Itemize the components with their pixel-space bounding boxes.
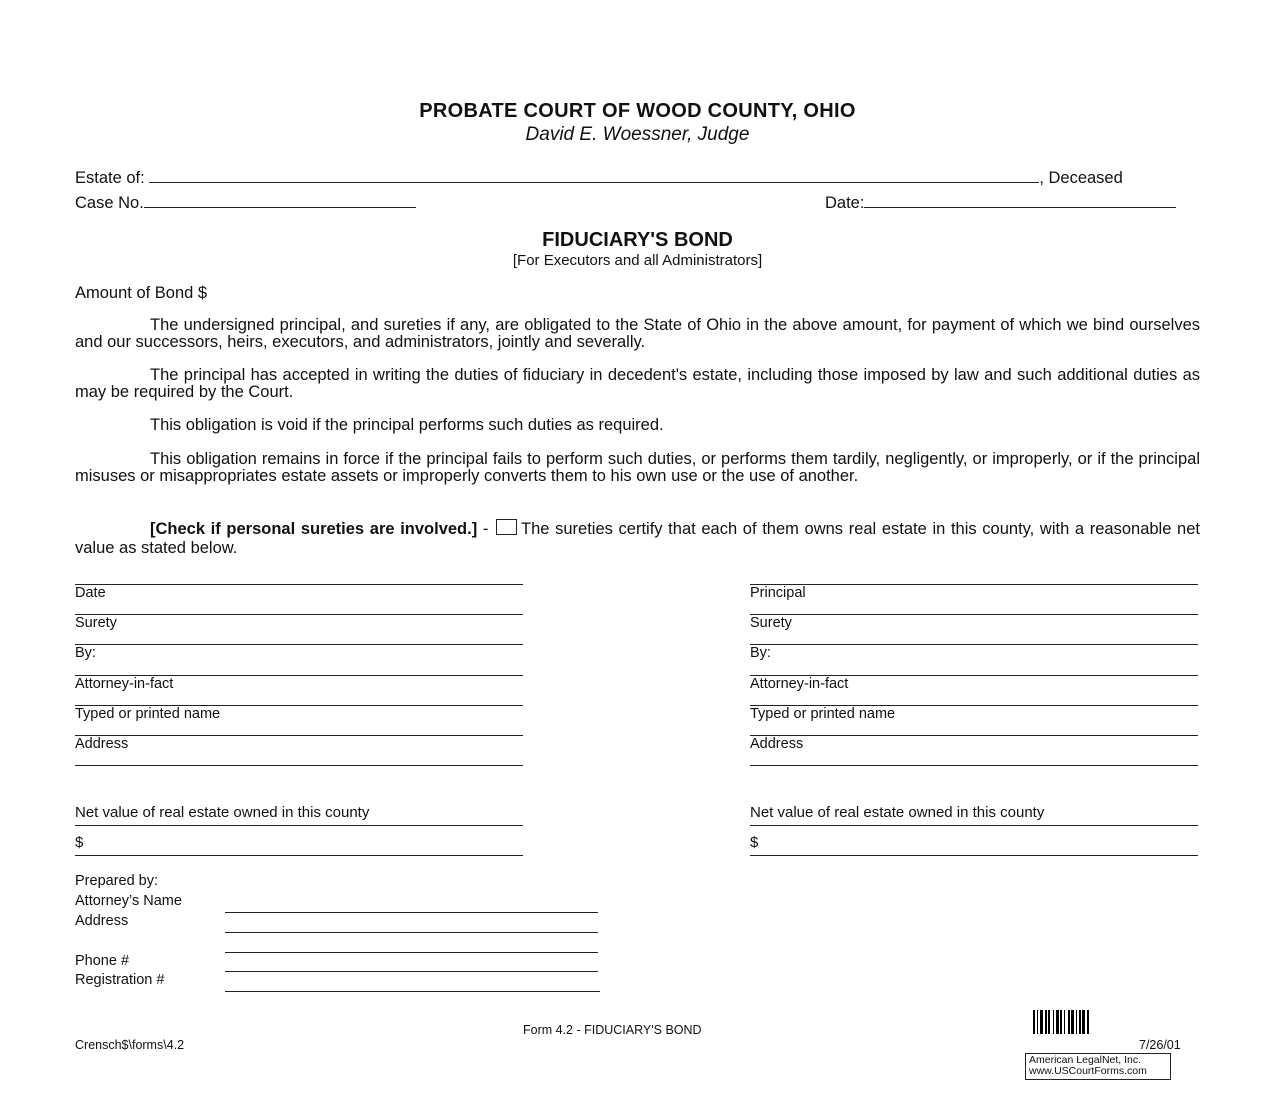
left-dollar-label: $ [75,834,84,851]
paragraph-in-force-text: This obligation remains in force if the principal fails to perform such duties, or performs them tardily, negligently, or improperly, or if the principal misuses or misappropriates estate assets or improperly converts them to his own use or the use of another. [75,450,1200,485]
attorney-name-field[interactable] [225,912,598,913]
court-name: PROBATE COURT OF WOOD COUNTY, OHIO [419,100,856,122]
right-by-signature-line[interactable] [750,644,1198,645]
attorney-address-field-2[interactable] [225,952,598,953]
right-attorney-in-fact-label: Attorney-in-fact [750,676,849,692]
right-typed-name-label: Typed or printed name [750,706,896,722]
right-surety-signature-line[interactable] [750,614,1198,615]
left-typed-name-label: Typed or printed name [75,706,221,722]
date-line [825,193,1176,213]
attorney-address-label: Address [75,913,129,929]
left-address-label: Address [75,736,129,752]
sureties-check-label: [Check if personal sureties are involved.] [150,520,478,538]
left-net-value-field[interactable] [75,855,523,856]
left-address-line-2[interactable] [75,765,523,766]
sureties-dash: - [477,520,495,538]
paragraph-duties-text: The principal has accepted in writing the duties of fiduciary in decedent's estate, including those imposed by law and such additional duties as may be required by the Court. [75,366,1200,401]
right-address-label: Address [750,736,804,752]
form-subtitle: [For Executors and all Administrators] [512,252,763,269]
left-date-label: Date [75,585,106,601]
right-address-line-2[interactable] [750,765,1198,766]
estate-label: Estate of: [75,169,145,187]
phone-label: Phone # [75,953,130,969]
publisher-stamp [1025,1053,1171,1080]
left-net-value-rule [75,825,523,826]
paragraph-void [75,417,1200,434]
case-number-line [75,193,416,213]
amount-of-bond-line [75,284,207,303]
left-by-label: By: [75,645,96,661]
right-address-line[interactable] [750,735,1198,736]
personal-sureties-checkbox[interactable] [496,519,517,535]
left-surety-signature-line[interactable] [75,614,523,615]
right-net-value-label: Net value of real estate owned in this county [750,804,1045,821]
right-surety-label: Surety [750,615,792,631]
estate-name-field[interactable] [149,168,1039,183]
left-attorney-in-fact-label: Attorney-in-fact [75,676,174,692]
date-field[interactable] [864,193,1176,208]
paragraph-in-force [75,451,1200,485]
footer-file-path: Crensch$\forms\4.2 [75,1038,185,1052]
paragraph-void-text: This obligation is void if the principal performs such duties as required. [150,416,664,434]
barcode-icon [1033,1010,1093,1034]
right-principal-signature-line[interactable] [750,584,1198,585]
right-net-value-rule [750,825,1198,826]
left-surety-label: Surety [75,615,117,631]
date-label: Date: [825,194,865,212]
right-principal-label: Principal [750,585,806,601]
form-title: FIDUCIARY'S BOND [542,229,733,251]
amount-of-bond-label: Amount of Bond $ [75,284,208,302]
left-address-line[interactable] [75,735,523,736]
phone-field[interactable] [225,971,598,972]
paragraph-obligation [75,317,1200,351]
case-number-field[interactable] [144,193,416,208]
left-date-signature-line[interactable] [75,584,523,585]
estate-line [75,168,1123,188]
footer-revision-date: 7/26/01 [1139,1038,1181,1052]
paragraph-duties [75,367,1200,401]
right-dollar-label: $ [750,834,759,851]
paragraph-obligation-text: The undersigned principal, and sureties if any, are obligated to the State of Ohio in the above amount, for payment of which we bind ourselves and our successors, heirs, executors, and administrators, jointly and severally. [75,316,1200,351]
case-number-label: Case No. [75,194,144,212]
registration-field[interactable] [225,991,600,992]
sureties-certify-text: The sureties certify that each of them owns real estate in this county, with a reasonable net value as stated below. [75,520,1200,557]
left-net-value-label: Net value of real estate owned in this county [75,804,370,821]
right-net-value-field[interactable] [750,855,1198,856]
attorney-name-label: Attorney’s Name [75,893,182,909]
right-by-label: By: [750,645,771,661]
deceased-label: , Deceased [1039,169,1123,187]
left-by-signature-line[interactable] [75,644,523,645]
attorney-address-field[interactable] [225,932,598,933]
paragraph-sureties [75,519,1200,558]
footer-form-name: Form 4.2 - FIDUCIARY'S BOND [523,1023,702,1037]
prepared-by-label: Prepared by: [75,873,159,889]
publisher-name: American LegalNet, Inc. [1029,1054,1142,1066]
judge-name: David E. Woessner, Judge [525,124,750,145]
registration-label: Registration # [75,972,165,988]
publisher-website[interactable]: www.USCourtForms.com [1029,1065,1147,1077]
